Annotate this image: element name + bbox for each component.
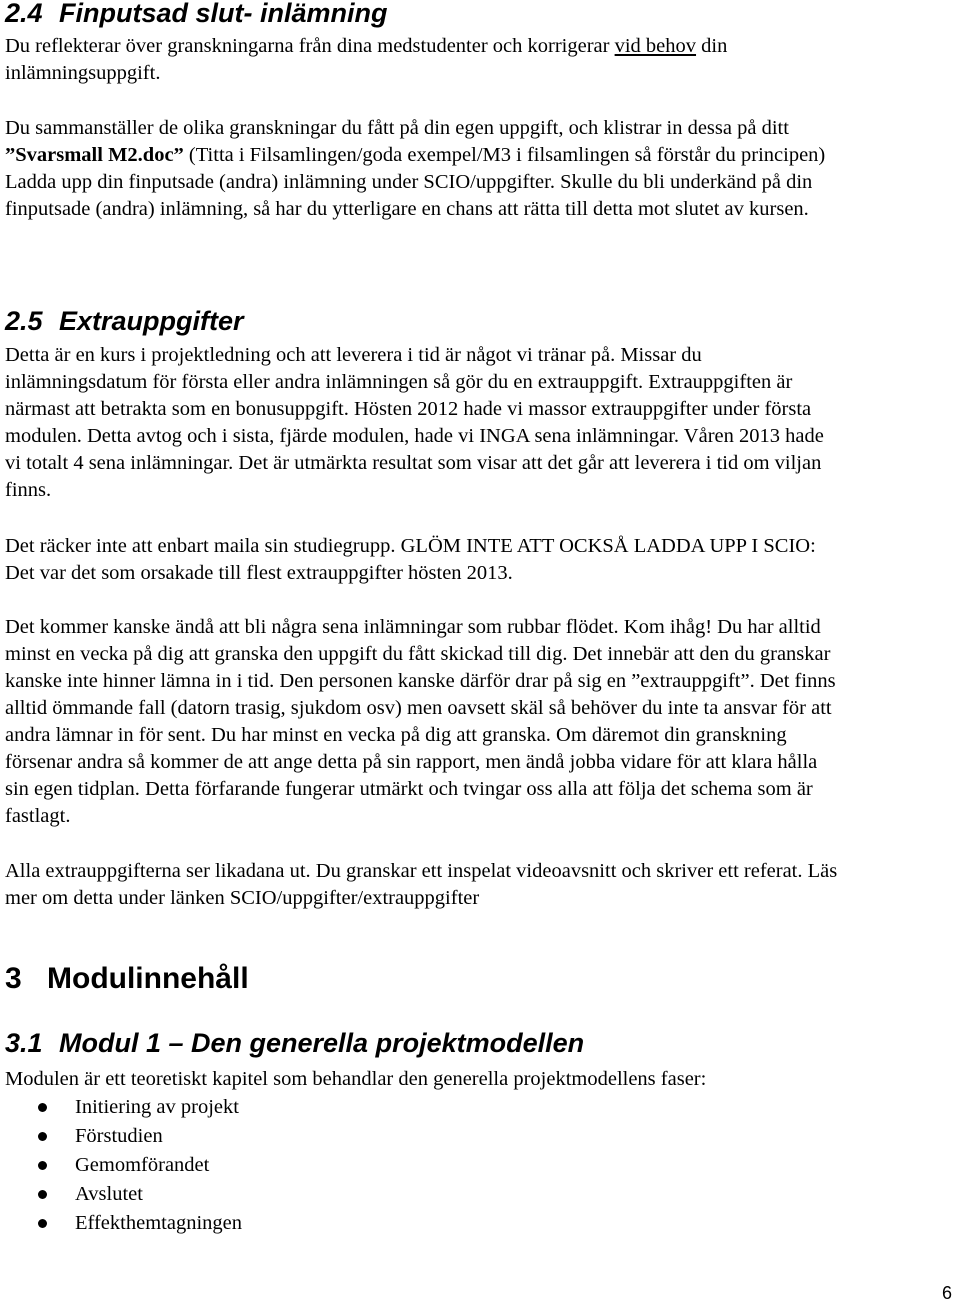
- heading-number: 2.5: [5, 306, 43, 336]
- bullet-icon: [38, 1132, 47, 1141]
- text-line: fastlagt.: [5, 805, 71, 827]
- bullet-icon: [38, 1190, 47, 1199]
- text-line: mer om detta under länken SCIO/uppgifter/extrauppgifter: [5, 887, 480, 909]
- list-item: [5, 1209, 242, 1238]
- text-line: finns.: [5, 479, 52, 501]
- text-segment: Du reflekterar över granskningarna från dina medstudenter och korrigerar: [5, 35, 615, 57]
- heading-2-5: [5, 306, 244, 336]
- underlined-text: vid behov: [614, 35, 697, 57]
- heading-3: [5, 962, 249, 996]
- text-line: Alla extrauppgifterna ser likadana ut. Du granskar ett inspelat videoavsnitt och skriver ett referat. Läs: [5, 860, 838, 882]
- paragraph-reflect: [5, 33, 955, 87]
- list-item: [5, 1180, 242, 1209]
- text-line: Detta är en kurs i projektledning och att leverera i tid är något vi tränar på. Missar du: [5, 344, 702, 366]
- bullet-icon: [38, 1219, 47, 1228]
- paragraph-extra-3: [5, 614, 955, 830]
- text-line: Ladda upp din finputsade (andra) inlämning under SCIO/uppgifter. Skulle du bli underkänd på din: [5, 171, 813, 193]
- text-line: [5, 33, 955, 60]
- text-line: [5, 142, 955, 169]
- text-line: försenar andra så kommer de att ange detta på sin rapport, men ändå jobba vidare för att klara hålla: [5, 751, 818, 773]
- heading-number: 3: [5, 962, 22, 995]
- text-line: finputsade (andra) inlämning, så har du ytterligare en chans att rätta till detta mot slutet av kursen.: [5, 198, 809, 220]
- heading-number: 2.4: [5, 0, 43, 28]
- text-line: Modulen är ett teoretiskt kapitel som behandlar den generella projektmodellens faser:: [5, 1068, 707, 1090]
- list-item-text: Initiering av projekt: [75, 1096, 239, 1118]
- text-line: Det kommer kanske ändå att bli några sena inlämningar som rubbar flödet. Kom ihåg! Du har alltid: [5, 616, 821, 638]
- heading-title: Extrauppgifter: [59, 306, 244, 336]
- heading-title: Finputsad slut- inlämning: [59, 0, 388, 28]
- text-line: modulen. Detta avtog och i sista, fjärde modulen, hade vi INGA sena inlämningar. Våren 2013 hade: [5, 425, 824, 447]
- text-line: alltid ömmande fall (datorn trasig, sjukdom osv) men oavsett skäl så behöver du inte ta ansvar för att: [5, 697, 832, 719]
- list-item-text: Effekthemtagningen: [75, 1211, 242, 1234]
- document-page: [5, 0, 955, 1305]
- heading-title: Modulinnehåll: [47, 962, 249, 995]
- text-line: Du sammanställer de olika granskningar du fått på din egen uppgift, och klistrar in dessa på ditt: [5, 117, 789, 139]
- paragraph-extra-1: [5, 342, 955, 504]
- page-number: 6: [941, 1283, 952, 1303]
- text-line: kanske inte hinner lämna in i tid. Den personen kanske därför drar på sig en ”extrauppgift”. Det finns: [5, 670, 836, 692]
- text-line: Det räcker inte att enbart maila sin studiegrupp. GLÖM INTE ATT OCKSÅ LADDA UPP I SCIO:: [5, 535, 816, 557]
- heading-2-4: [5, 0, 387, 28]
- list-item-text: Avslutet: [75, 1182, 143, 1205]
- list-item-text: Gemomförandet: [75, 1153, 210, 1176]
- bullet-icon: [38, 1103, 47, 1112]
- text-line: inlämningsuppgift.: [5, 62, 161, 84]
- heading-number: 3.1: [5, 1028, 43, 1058]
- paragraph-compile: [5, 115, 955, 223]
- paragraph-extra-4: [5, 858, 955, 912]
- list-item-text: Förstudien: [75, 1124, 163, 1147]
- list-item: [5, 1093, 242, 1122]
- phase-list: [5, 1093, 242, 1237]
- list-item: [5, 1151, 242, 1180]
- bullet-icon: [38, 1161, 47, 1170]
- text-line: sin egen tidplan. Detta förfarande fungerar utmärkt och tvingar oss alla att följa det schema som är: [5, 778, 813, 800]
- heading-3-1: [5, 1028, 584, 1058]
- text-line: inlämningsdatum för första eller andra inlämningen så gör du en extrauppgift. Extrauppgiften är: [5, 371, 793, 393]
- paragraph-module-intro: [5, 1066, 955, 1093]
- paragraph-extra-2: [5, 533, 955, 587]
- text-line: närmast att betrakta som en bonusuppgift. Hösten 2012 hade vi massor extrauppgifter under första: [5, 398, 812, 420]
- text-segment: din: [696, 35, 728, 57]
- text-line: andra lämnar in för sent. Du har minst en vecka på dig att granska. Om däremot din granskning: [5, 724, 787, 746]
- bold-filename: ”Svarsmall M2.doc”: [5, 144, 184, 166]
- text-segment: (Titta i Filsamlingen/goda exempel/M3 i filsamlingen så förstår du principen): [183, 144, 826, 166]
- text-line: Det var det som orsakade till flest extrauppgifter hösten 2013.: [5, 562, 513, 584]
- text-line: vi totalt 4 sena inlämningar. Det är utmärkta resultat som visar att det går att leverera i tid om viljan: [5, 452, 822, 474]
- heading-title: Modul 1 – Den generella projektmodellen: [59, 1028, 585, 1058]
- list-item: [5, 1122, 242, 1151]
- text-line: minst en vecka på dig att granska den uppgift du fått skickad till dig. Det innebär att den du granskar: [5, 643, 831, 665]
